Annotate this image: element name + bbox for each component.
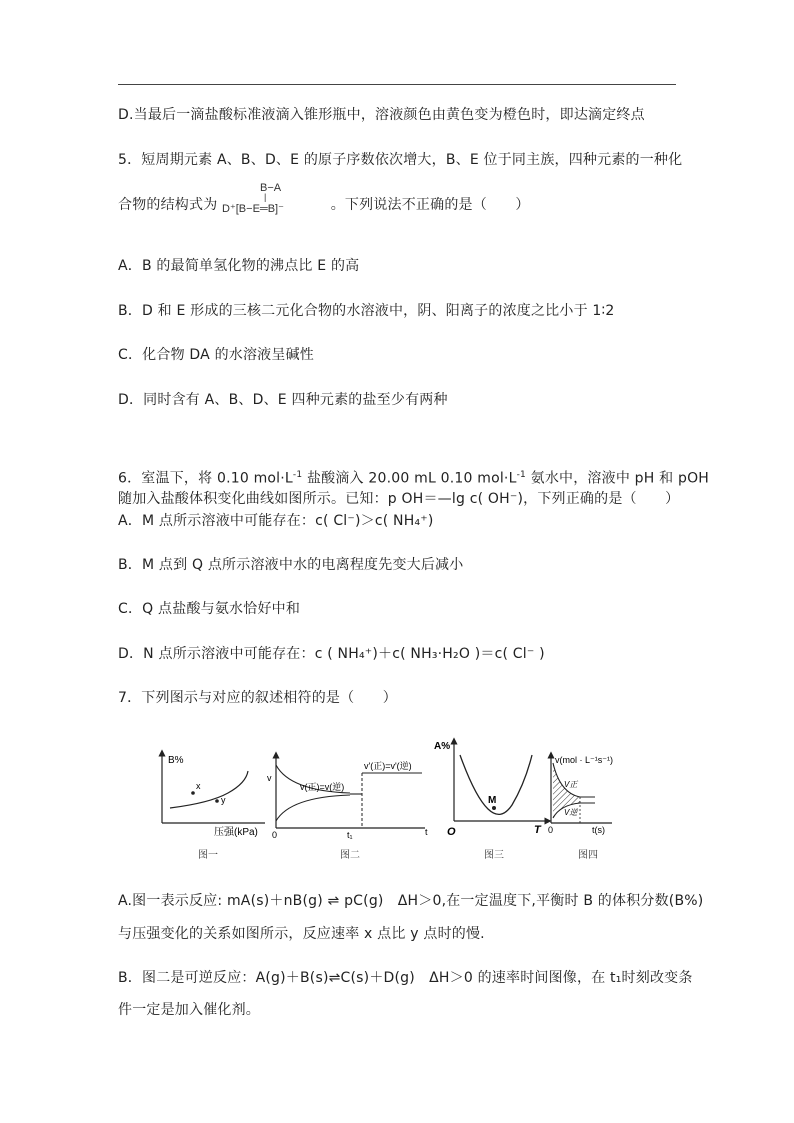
- fig1-point-y: [215, 799, 219, 803]
- q7-option-a-line1: A.图一表示反应: mA(s)＋nB(g) ⇌ pC(g) ΔH＞0,在一定温度下,平衡时 B 的体积分数(B%): [118, 893, 704, 909]
- prev-option-d: D.当最后一滴盐酸标准液滴入锥形瓶中，溶液颜色由黄色变为橙色时，即达滴定终点: [118, 107, 645, 123]
- q5-option-d: D．同时含有 A、B、D、E 四种元素的盐至少有两种: [118, 392, 448, 408]
- fig2-t: t: [425, 827, 428, 837]
- fig2-curve-reverse: [276, 795, 350, 821]
- structure-top: B−A: [260, 182, 282, 194]
- fig1-x-label: x: [196, 781, 201, 791]
- q6-option-c: C．Q 点盐酸与氨水恰好中和: [118, 601, 301, 617]
- fig4-origin: 0: [548, 825, 554, 835]
- fig4-xlabel: t(s): [592, 825, 605, 835]
- q6-sup-1: -1: [292, 470, 303, 480]
- structure-bond: |: [264, 192, 267, 202]
- fig1-ylabel: B%: [168, 755, 184, 766]
- q6-sup-2: -1: [516, 470, 526, 480]
- structure-main: D⁺[B−E═B]⁻: [222, 203, 284, 215]
- fig3-xlabel: T: [534, 824, 541, 836]
- q6-text-e: 氨水中，溶液中 pH 和 pOH: [525, 470, 710, 487]
- fig1-xlabel: 压强(kPa): [214, 827, 258, 838]
- fig2-eq1: v(正)=v(逆): [300, 782, 345, 792]
- fig4-caption: 图四: [578, 850, 598, 861]
- fig2-ylabel: v: [267, 773, 272, 783]
- fig2-eq2: v'(正)=v'(逆): [364, 761, 412, 771]
- fig4-ylabel: v(mol · L⁻¹s⁻¹): [555, 755, 613, 765]
- q6-option-a: A．M 点所示溶液中可能存在：c( Cl⁻)＞c( NH₄⁺): [118, 513, 434, 529]
- fig1-y-point-label: y: [221, 795, 226, 805]
- q7-option-b-line1: B．图二是可逆反应：A(g)＋B(s)⇌C(s)＋D(g) ΔH＞0 的速率时间图像，在 t₁时刻改变条: [118, 970, 693, 986]
- fig3-origin: O: [447, 826, 456, 838]
- fig2-origin: 0: [272, 830, 278, 840]
- figures-svg: [150, 733, 620, 848]
- figure-1: [162, 753, 265, 838]
- fig3-caption: 图三: [484, 850, 504, 861]
- figure-3: [434, 741, 548, 838]
- q6-text-a: 6．室温下，将 0.10 mol·L: [118, 470, 293, 487]
- q5-stem-line2b: 。下列说法不正确的是（ ）: [330, 197, 530, 213]
- fig1-curve: [170, 771, 248, 808]
- q5-option-c: C．化合物 DA 的水溶液呈碱性: [118, 347, 314, 363]
- figure-4: [548, 755, 613, 835]
- fig1-point-x: [191, 791, 195, 795]
- fig3-ylabel: A%: [434, 741, 451, 752]
- q7-figures: [150, 733, 620, 863]
- fig3-point-m: [492, 806, 496, 810]
- fig4-vforward: V正: [564, 780, 578, 789]
- structural-formula: [222, 182, 310, 224]
- fig3-m: M: [488, 795, 497, 806]
- q5-stem-line2: [118, 196, 530, 214]
- q5-option-b: B．D 和 E 形成的三核二元化合物的水溶液中，阴、阳离子的浓度之比小于 1∶2: [118, 303, 615, 319]
- q7-option-a-line2: 与压强变化的关系如图所示，反应速率 x 点比 y 点时的慢.: [118, 926, 485, 942]
- q7-option-b-line2: 件一定是加入催化剂。: [118, 1002, 260, 1018]
- q5-stem-line2a: 合物的结构式为: [118, 197, 218, 213]
- fig2-caption: 图二: [340, 850, 360, 861]
- fig4-vreverse: V逆: [564, 808, 578, 817]
- q5-stem-line1: 5．短周期元素 A、B、D、E 的原子序数依次增大，B、E 位于同主族，四种元素的一种化: [118, 152, 683, 168]
- q7-stem: 7．下列图示与对应的叙述相符的是（ ）: [118, 690, 397, 706]
- q6-option-d: D．N 点所示溶液中可能存在：c ( NH₄⁺)＋c( NH₃·H₂O )＝c( Cl⁻ ): [118, 646, 545, 662]
- figure-2: [267, 755, 428, 840]
- q5-option-a: A．B 的最简单氢化物的沸点比 E 的高: [118, 258, 360, 274]
- q6-stem-line2: 随加入盐酸体积变化曲线如图所示。已知：p OH＝—lg c( OH⁻)，下列正确的是（ ）: [118, 491, 680, 507]
- header-rule: [118, 84, 676, 85]
- q6-option-b: B．M 点到 Q 点所示溶液中水的电离程度先变大后减小: [118, 557, 464, 573]
- q6-stem-line1: [118, 466, 709, 488]
- fig2-t1: t₁: [347, 830, 353, 840]
- fig1-caption: 图一: [198, 850, 218, 861]
- q6-text-c: 盐酸滴入 20.00 mL 0.10 mol·L: [302, 470, 517, 487]
